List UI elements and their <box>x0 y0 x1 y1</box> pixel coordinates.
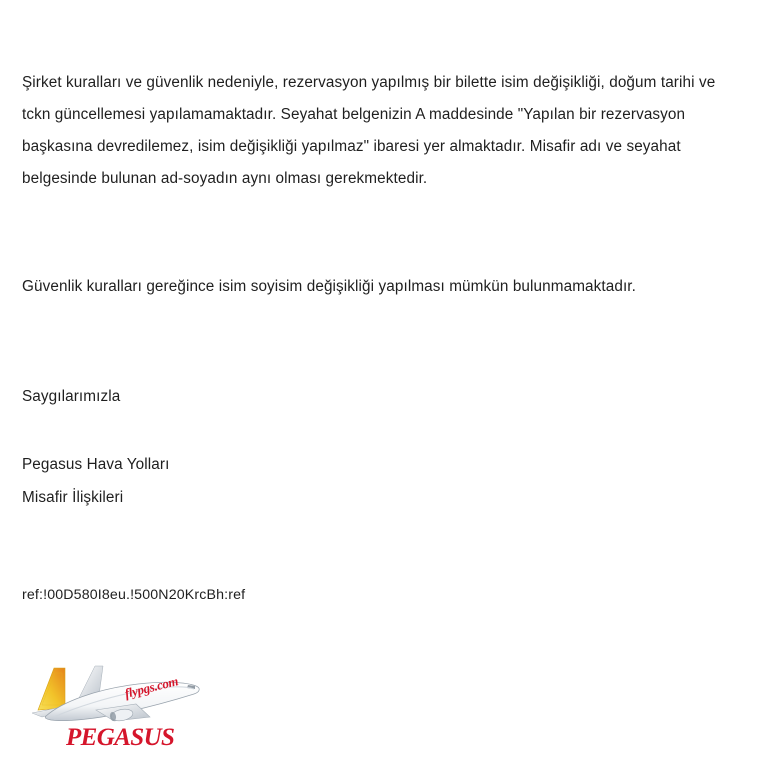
signature-company: Pegasus Hava Yolları <box>22 456 170 473</box>
aircraft-tail-fin <box>38 668 65 710</box>
signature-department: Misafir İlişkileri <box>22 489 124 506</box>
reference-code: ref:!00D580I8eu.!500N20KrcBh:ref <box>22 587 246 603</box>
pegasus-airlines-logo <box>18 658 213 750</box>
logo-wordmark: PEGASUS <box>66 724 175 750</box>
policy-paragraph: Şirket kuralları ve güvenlik nedeniyle, rezervasyon yapılmış bir bilette isim değişikliği, doğum tarihi ve tckn güncellemesi yapılamamaktadır. Seyahat belgenizin A maddesinde "Yapılan bir rezervasyon başkasına devredilemez, isim değişikliği yapılmaz" ibaresi yer almaktadır. Misafir adı ve seyahat belgesinde bulunan ad-soyadın aynı olması gerekmektedir. <box>22 74 716 188</box>
security-rules-paragraph: Güvenlik kuralları gereğince isim soyisim değişikliği yapılması mümkün bulunmamaktadır. <box>22 278 637 296</box>
logo-tagline: flypgs.com <box>123 673 180 701</box>
pegasus-aircraft-icon <box>18 658 213 750</box>
signature-regards: Saygılarımızla <box>22 388 121 405</box>
